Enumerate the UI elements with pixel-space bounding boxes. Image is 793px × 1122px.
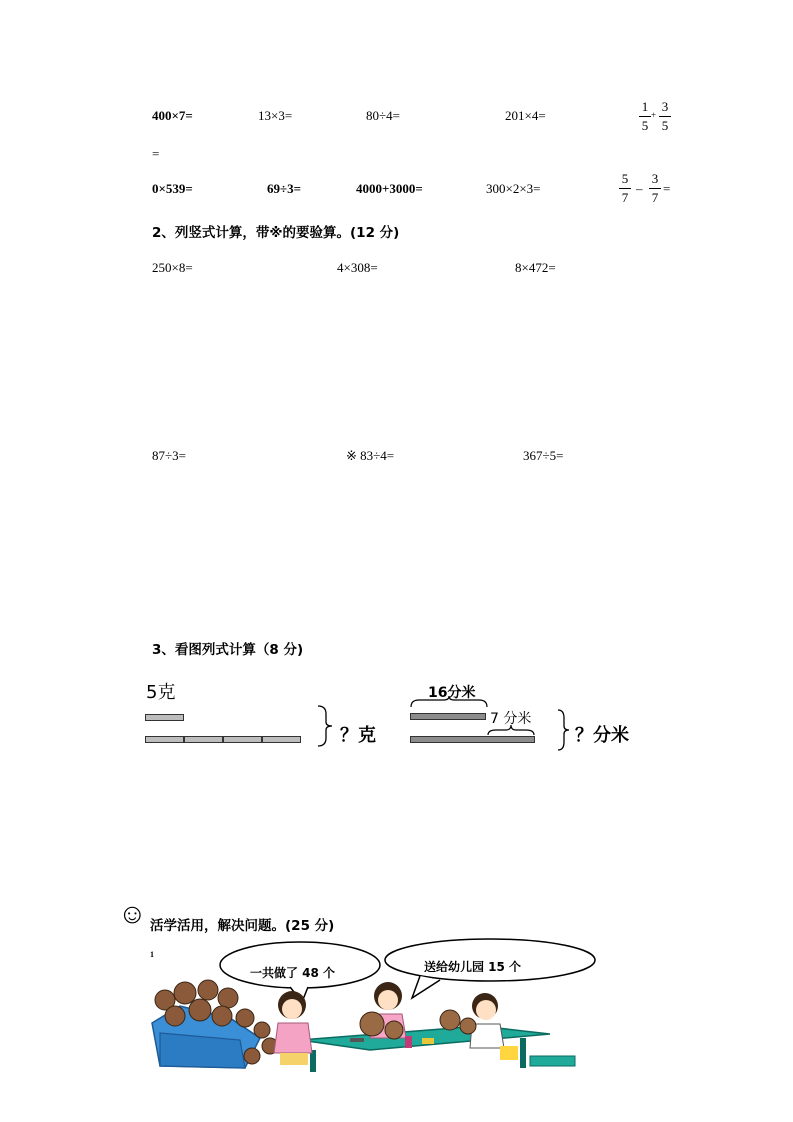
label-5g: 5克 (146, 682, 176, 703)
fraction-5-7 (619, 171, 631, 206)
section-4-title: 活学活用，解决问题。(25 分) (150, 918, 335, 934)
brace-icon (316, 704, 336, 748)
label-7dm: 7 分米 (490, 711, 532, 727)
equals-sign: = (663, 181, 671, 196)
speech-bubble-given: 送给幼儿园 15 个 (424, 960, 522, 972)
vertical-calc-1: 250×8= (152, 260, 193, 275)
section-2-title: 2、列竖式计算，带※的要验算。(12 分) (152, 225, 400, 241)
oral-item-2: 13×3= (258, 108, 293, 123)
bar-segment-2 (184, 736, 223, 743)
question-number: 1 (150, 950, 154, 959)
oral-item-5: 0×539= (152, 181, 193, 196)
oral-item-7: 4000+3000= (356, 181, 423, 196)
vertical-calc-5: ※ 83÷4= (346, 448, 395, 463)
numerator: 3 (661, 99, 669, 114)
numerator: 1 (641, 99, 649, 114)
diff-brace-icon (486, 724, 536, 736)
oral-item-1: 400×7= (152, 108, 193, 123)
smiley-icon: ☺ (118, 899, 147, 930)
denominator: 5 (661, 118, 669, 133)
vertical-calc-3: 8×472= (515, 260, 556, 275)
numerator: 5 (621, 171, 629, 186)
label-question-grams: ？克 (340, 725, 376, 746)
plus-sign: + (651, 110, 657, 120)
bar-single (145, 714, 184, 721)
wrapped-equals: = (152, 146, 160, 161)
bar-segment-4 (262, 736, 301, 743)
vertical-calc-6: 367÷5= (523, 448, 564, 463)
minus-sign: – (636, 181, 643, 196)
fraction-3-5 (659, 99, 671, 134)
label-16dm: 16分米 (428, 685, 476, 701)
bar-long (410, 736, 535, 743)
denominator: 7 (621, 190, 629, 205)
bar-short (410, 713, 486, 720)
vertical-calc-2: 4×308= (337, 260, 378, 275)
oral-item-8: 300×2×3= (486, 181, 541, 196)
speech-bubble-total: 一共做了 48 个 (250, 966, 336, 980)
denominator: 7 (651, 190, 659, 205)
fraction-1-5 (639, 99, 651, 134)
section-3-title: 3、看图列式计算（8 分) (152, 642, 304, 658)
bar-segment-1 (145, 736, 184, 743)
right-brace-icon (556, 708, 572, 752)
oral-item-6: 69÷3= (267, 181, 302, 196)
numerator: 3 (651, 171, 659, 186)
label-question-dm: ？分米 (575, 725, 629, 746)
illustration-teddy-bears (150, 938, 600, 1074)
vertical-calc-4: 87÷3= (152, 448, 186, 463)
oral-item-4: 201×4= (505, 108, 546, 123)
fraction-3-7 (649, 171, 661, 206)
top-brace-icon (409, 696, 489, 708)
denominator: 5 (641, 118, 649, 133)
kids-making-bears-illustration (150, 938, 600, 1074)
bar-segment-3 (223, 736, 262, 743)
oral-item-3: 80÷4= (366, 108, 400, 123)
